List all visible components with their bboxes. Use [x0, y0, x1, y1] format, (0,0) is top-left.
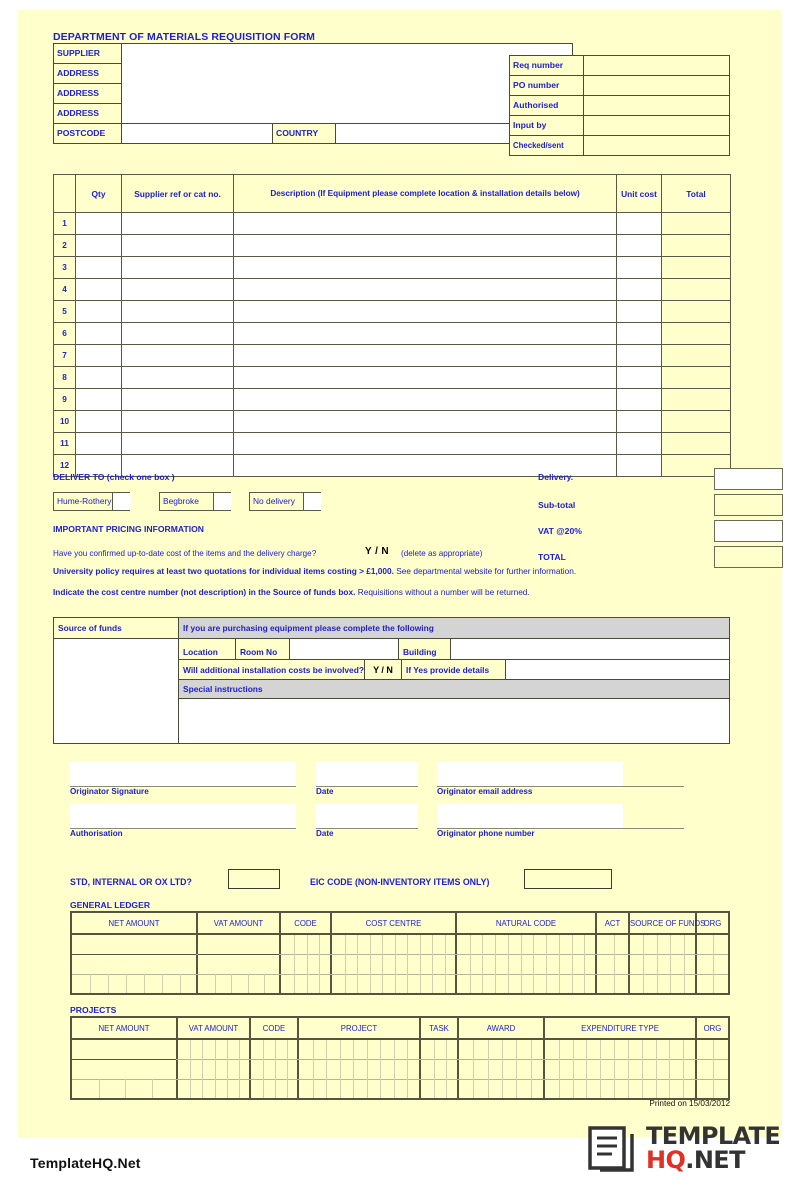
item-description-input[interactable] [234, 213, 617, 235]
projects-title: PROJECTS [70, 1005, 117, 1015]
table-row [54, 367, 731, 389]
ref-input-authorised[interactable] [583, 95, 730, 116]
authorisation-date-label: Date [316, 829, 334, 838]
delete-as-appropriate-note: (delete as appropriate) [401, 549, 483, 558]
general-ledger-cell-cost_centre[interactable] [332, 974, 457, 993]
general-ledger-cell-act[interactable] [597, 954, 630, 973]
item-unit-cost-input[interactable] [617, 345, 662, 367]
item-description-input[interactable] [234, 235, 617, 257]
logo-line-hqnet [646, 1146, 745, 1174]
authorisation-date-input[interactable] [316, 804, 418, 830]
general-ledger-cell-natural_code[interactable] [457, 954, 597, 973]
general-ledger-cell-source_of_funds[interactable] [630, 954, 697, 973]
item-total-input[interactable] [662, 389, 731, 411]
general-ledger-table [70, 911, 730, 995]
country-label: COUNTRY [272, 123, 336, 144]
general-ledger-body[interactable] [72, 935, 728, 993]
item-description-input[interactable] [234, 323, 617, 345]
table-row [54, 323, 731, 345]
items-table-header-row [54, 175, 731, 213]
general-ledger-cell-org[interactable] [697, 974, 728, 993]
item-unit-cost-input[interactable] [617, 323, 662, 345]
delivery-option-label-hume-rothery: Hume-Rothery [57, 496, 112, 506]
table-row [54, 301, 731, 323]
ref-label-po-number: PO number [509, 75, 584, 96]
projects-cell-project[interactable] [299, 1059, 421, 1078]
general-ledger-cell-vat_amount[interactable] [198, 954, 281, 973]
col-header-vat-amount: VAT AMOUNT [178, 1018, 251, 1039]
brand-text-footer: TemplateHQ.Net [30, 1155, 141, 1171]
projects-cell-code[interactable] [251, 1059, 299, 1078]
projects-cell-task[interactable] [421, 1079, 459, 1098]
projects-cell-org[interactable] [697, 1040, 728, 1059]
item-row-number: 7 [54, 345, 76, 367]
table-row [54, 235, 731, 257]
room-no-label: Room No [235, 638, 290, 660]
source-of-funds-block [53, 617, 730, 744]
supplier-label-address-2: ADDRESS [53, 83, 122, 104]
source-of-funds-input[interactable] [53, 638, 179, 744]
col-header-org: ORG [703, 1024, 722, 1033]
item-qty-input[interactable] [76, 235, 122, 257]
projects-cell-expenditure_type[interactable] [545, 1079, 697, 1098]
item-qty-input[interactable] [76, 257, 122, 279]
templatehq-logo [588, 1122, 781, 1176]
installation-details-input[interactable] [505, 659, 730, 680]
table-row [54, 411, 731, 433]
source-of-funds-label: Source of funds [53, 617, 179, 639]
item-row-number: 9 [54, 389, 76, 411]
col-header-vat-amount: VAT AMOUNT [198, 913, 281, 934]
item-qty-input[interactable] [76, 213, 122, 235]
total-label-vat: VAT @20% [538, 526, 582, 536]
projects-cell-award[interactable] [459, 1059, 545, 1078]
item-qty-input[interactable] [76, 279, 122, 301]
item-supplier-ref-input[interactable] [122, 257, 234, 279]
general-ledger-cell-natural_code[interactable] [457, 974, 597, 993]
page-title: DEPARTMENT OF MATERIALS REQUISITION FORM [53, 31, 316, 43]
ref-input-req-number[interactable] [583, 55, 730, 76]
installation-cost-question: Will additional installation costs be involved? [178, 659, 365, 680]
item-unit-cost-input[interactable] [617, 433, 662, 455]
projects-cell-code[interactable] [251, 1079, 299, 1098]
col-header-act: ACT [597, 913, 630, 934]
deliver-to-heading: DELIVER TO (check one box ) [53, 472, 175, 482]
table-row [54, 389, 731, 411]
item-unit-cost-input[interactable] [617, 367, 662, 389]
projects-cell-net_amount[interactable] [72, 1079, 178, 1098]
delivery-checkbox-no-delivery[interactable] [303, 493, 322, 510]
supplier-label-supplier: SUPPLIER [53, 43, 122, 64]
total-input-vat[interactable] [714, 520, 783, 542]
delivery-checkbox-hume-rothery[interactable] [112, 493, 131, 510]
item-description-input[interactable] [234, 301, 617, 323]
originator-email-label: Originator email address [437, 787, 533, 796]
general-ledger-cell-source_of_funds[interactable] [630, 974, 697, 993]
policy-line-cost-centre-rest: Requisitions without a number will be returned. [355, 587, 530, 597]
installation-details-label: If Yes provide details [401, 659, 506, 680]
delivery-option-label-no-delivery: No delivery [253, 496, 295, 506]
delivery-option-begbroke[interactable] [159, 492, 231, 511]
general-ledger-cell-net_amount[interactable] [72, 954, 198, 973]
installation-cost-yn-text: Y / N [373, 665, 393, 675]
item-description-input[interactable] [234, 279, 617, 301]
col-header-code: CODE [251, 1018, 299, 1039]
item-row-number: 6 [54, 323, 76, 345]
projects-table [70, 1016, 730, 1100]
item-total-input[interactable] [662, 433, 731, 455]
item-supplier-ref-input[interactable] [122, 367, 234, 389]
pricing-heading: IMPORTANT PRICING INFORMATION [53, 524, 205, 534]
col-header-rownum [54, 175, 76, 213]
item-unit-cost-input[interactable] [617, 279, 662, 301]
item-total-input[interactable] [662, 301, 731, 323]
policy-line-quotations [53, 566, 576, 576]
item-supplier-ref-input[interactable] [122, 389, 234, 411]
projects-cell-task[interactable] [421, 1059, 459, 1078]
general-ledger-cell-vat_amount[interactable] [198, 935, 281, 954]
total-label-total: TOTAL [538, 552, 566, 562]
projects-cell-net_amount[interactable] [72, 1059, 178, 1078]
originator-date-input[interactable] [316, 762, 418, 788]
postcode-input[interactable] [121, 123, 273, 144]
general-ledger-header-row [72, 913, 728, 935]
confirm-cost-question: Have you confirmed up-to-date cost of the items and the delivery charge? [53, 549, 317, 558]
col-header-net-amount: NET AMOUNT [72, 913, 198, 934]
ref-input-po-number[interactable] [583, 75, 730, 96]
building-input[interactable] [450, 638, 730, 660]
item-total-input[interactable] [662, 235, 731, 257]
table-row [54, 213, 731, 235]
supplier-label-postcode: POSTCODE [53, 123, 122, 144]
col-header-cost-centre: COST CENTRE [332, 913, 457, 934]
table-row [54, 279, 731, 301]
room-no-input[interactable] [289, 638, 399, 660]
location-label: Location [178, 638, 236, 660]
originator-phone-label: Originator phone number [437, 829, 535, 838]
item-supplier-ref-input[interactable] [122, 235, 234, 257]
item-unit-cost-input[interactable] [617, 213, 662, 235]
special-instructions-label: Special instructions [178, 679, 730, 699]
general-ledger-cell-act[interactable] [597, 935, 630, 954]
item-description-input[interactable] [234, 345, 617, 367]
item-row-number: 3 [54, 257, 76, 279]
col-header-description: Description (If Equipment please complete location & installation details below) [234, 175, 617, 213]
item-description-input[interactable] [234, 411, 617, 433]
eic-code-label: EIC CODE (NON-INVENTORY ITEMS ONLY) [310, 877, 490, 887]
std-internal-ox-label: STD, INTERNAL OR OX LTD? [70, 877, 192, 887]
building-label: Building [398, 638, 451, 660]
projects-cell-expenditure_type[interactable] [545, 1040, 697, 1059]
projects-cell-award[interactable] [459, 1079, 545, 1098]
delivery-option-no-delivery[interactable] [249, 492, 321, 511]
item-total-input[interactable] [662, 213, 731, 235]
col-header-qty: Qty [76, 175, 122, 213]
item-supplier-ref-input[interactable] [122, 213, 234, 235]
general-ledger-cell-natural_code[interactable] [457, 935, 597, 954]
logo-line-template: TEMPLATE [646, 1122, 781, 1150]
delivery-pricing-section [53, 470, 730, 566]
item-description-input[interactable] [234, 389, 617, 411]
item-qty-input[interactable] [76, 301, 122, 323]
document-stack-icon [588, 1126, 640, 1179]
equipment-section-heading: If you are purchasing equipment please complete the following [178, 617, 730, 639]
originator-email-input[interactable] [437, 762, 623, 788]
logo-hq-text: HQ [646, 1146, 686, 1174]
ref-label-input-by: Input by [509, 115, 584, 136]
policy-line-quotations-bold: University policy requires at least two quotations for individual items costing > £1,000. [53, 566, 394, 576]
item-description-input[interactable] [234, 433, 617, 455]
ref-label-authorised: Authorised [509, 95, 584, 116]
col-header-unit-cost: Unit cost [617, 175, 662, 213]
projects-cell-vat_amount[interactable] [178, 1040, 251, 1059]
projects-cell-org[interactable] [697, 1079, 728, 1098]
authorisation-input[interactable] [70, 804, 296, 830]
col-header-total: Total [662, 175, 731, 213]
item-description-input[interactable] [234, 257, 617, 279]
total-input-sub-total[interactable] [714, 494, 783, 516]
ref-label-req-number: Req number [509, 55, 584, 76]
general-ledger-cell-code[interactable] [281, 935, 332, 954]
projects-cell-net_amount[interactable] [72, 1040, 178, 1059]
general-ledger-cell-net_amount[interactable] [72, 974, 198, 993]
projects-cell-project[interactable] [299, 1040, 421, 1059]
general-ledger-cell-source_of_funds[interactable] [630, 935, 697, 954]
originator-signature-label: Originator Signature [70, 787, 149, 796]
ref-input-input-by[interactable] [583, 115, 730, 136]
col-header-task: TASK [421, 1018, 459, 1039]
printed-on-text: Printed on 15/03/2012 [649, 1099, 730, 1108]
authorisation-label: Authorisation [70, 829, 123, 838]
projects-cell-task[interactable] [421, 1040, 459, 1059]
policy-line-quotations-rest: See departmental website for further information. [393, 566, 577, 576]
special-instructions-input[interactable] [178, 698, 730, 744]
projects-cell-expenditure_type[interactable] [545, 1059, 697, 1078]
total-input-delivery[interactable] [714, 468, 783, 490]
general-ledger-cell-org[interactable] [697, 954, 728, 973]
ref-input-checked-sent[interactable] [583, 135, 730, 156]
col-header-source-of-funds: SOURCE OF FUNDS [630, 913, 697, 934]
item-supplier-ref-input[interactable] [122, 433, 234, 455]
ref-label-checked-sent: Checked/sent [509, 135, 584, 156]
projects-cell-vat_amount[interactable] [178, 1059, 251, 1078]
item-supplier-ref-input[interactable] [122, 345, 234, 367]
general-ledger-cell-net_amount[interactable] [72, 935, 198, 954]
table-row [54, 433, 731, 455]
supplier-address-input[interactable] [121, 43, 573, 124]
item-supplier-ref-input[interactable] [122, 279, 234, 301]
delivery-checkbox-begbroke[interactable] [213, 493, 232, 510]
projects-cell-org[interactable] [697, 1059, 728, 1078]
table-row [54, 345, 731, 367]
item-supplier-ref-input[interactable] [122, 411, 234, 433]
total-label-delivery: Delivery. [538, 472, 574, 482]
item-supplier-ref-input[interactable] [122, 301, 234, 323]
item-unit-cost-input[interactable] [617, 411, 662, 433]
item-row-number: 8 [54, 367, 76, 389]
confirm-cost-yn-toggle[interactable]: Y / N [365, 546, 390, 557]
item-qty-input[interactable] [76, 411, 122, 433]
delivery-option-hume-rothery[interactable] [53, 492, 130, 511]
general-ledger-cell-cost_centre[interactable] [332, 935, 457, 954]
item-supplier-ref-input[interactable] [122, 323, 234, 345]
item-row-number: 5 [54, 301, 76, 323]
total-input-total[interactable] [714, 546, 783, 568]
col-header-project: PROJECT [299, 1018, 421, 1039]
item-unit-cost-input[interactable] [617, 389, 662, 411]
general-ledger-cell-code[interactable] [281, 974, 332, 993]
general-ledger-cell-cost_centre[interactable] [332, 954, 457, 973]
col-header-expenditure-type: EXPENDITURE TYPE [545, 1018, 697, 1039]
projects-cell-code[interactable] [251, 1040, 299, 1059]
col-header-natural-code: NATURAL CODE [457, 913, 597, 934]
supplier-header-block [53, 43, 730, 161]
general-ledger-cell-act[interactable] [597, 974, 630, 993]
item-row-number: 10 [54, 411, 76, 433]
general-ledger-cell-org[interactable] [697, 935, 728, 954]
item-total-input[interactable] [662, 411, 731, 433]
general-ledger-title: GENERAL LEDGER [70, 900, 151, 910]
col-header-org: ORG [703, 919, 722, 928]
total-label-sub-total: Sub-total [538, 500, 576, 510]
col-header-award: AWARD [459, 1018, 545, 1039]
item-qty-input[interactable] [76, 367, 122, 389]
item-description-input[interactable] [234, 367, 617, 389]
projects-header-row [72, 1018, 728, 1040]
col-header-supplier-ref: Supplier ref or cat no. [122, 175, 234, 213]
std-internal-ox-input[interactable] [228, 869, 280, 889]
projects-cell-vat_amount[interactable] [178, 1079, 251, 1098]
item-qty-input[interactable] [76, 345, 122, 367]
table-row [54, 257, 731, 279]
projects-cell-award[interactable] [459, 1040, 545, 1059]
logo-net-text: .NET [685, 1146, 745, 1174]
eic-code-input[interactable] [524, 869, 612, 889]
item-qty-input[interactable] [76, 323, 122, 345]
originator-phone-input[interactable] [437, 804, 623, 830]
item-qty-input[interactable] [76, 389, 122, 411]
general-ledger-cell-code[interactable] [281, 954, 332, 973]
items-table [53, 174, 730, 470]
item-total-input[interactable] [662, 367, 731, 389]
supplier-label-address-3: ADDRESS [53, 103, 122, 124]
item-total-input[interactable] [662, 279, 731, 301]
item-row-number: 2 [54, 235, 76, 257]
installation-cost-yn-toggle[interactable] [364, 659, 402, 680]
policy-line-cost-centre [53, 587, 530, 597]
item-total-input[interactable] [662, 345, 731, 367]
item-row-number: 4 [54, 279, 76, 301]
col-header-code: CODE [281, 913, 332, 934]
item-total-input[interactable] [662, 257, 731, 279]
item-row-number: 12 [54, 455, 76, 477]
col-header-net-amount: NET AMOUNT [72, 1018, 178, 1039]
originator-signature-input[interactable] [70, 762, 296, 788]
originator-date-label: Date [316, 787, 334, 796]
projects-cell-project[interactable] [299, 1079, 421, 1098]
general-ledger-cell-vat_amount[interactable] [198, 974, 281, 993]
item-row-number: 11 [54, 433, 76, 455]
supplier-label-address-1: ADDRESS [53, 63, 122, 84]
item-unit-cost-input[interactable] [617, 235, 662, 257]
item-unit-cost-input[interactable] [617, 301, 662, 323]
item-row-number: 1 [54, 213, 76, 235]
projects-body[interactable] [72, 1040, 728, 1098]
item-unit-cost-input[interactable] [617, 257, 662, 279]
delivery-option-label-begbroke: Begbroke [163, 496, 199, 506]
item-total-input[interactable] [662, 323, 731, 345]
policy-line-cost-centre-bold: Indicate the cost centre number (not description) in the Source of funds box. [53, 587, 356, 597]
item-qty-input[interactable] [76, 433, 122, 455]
